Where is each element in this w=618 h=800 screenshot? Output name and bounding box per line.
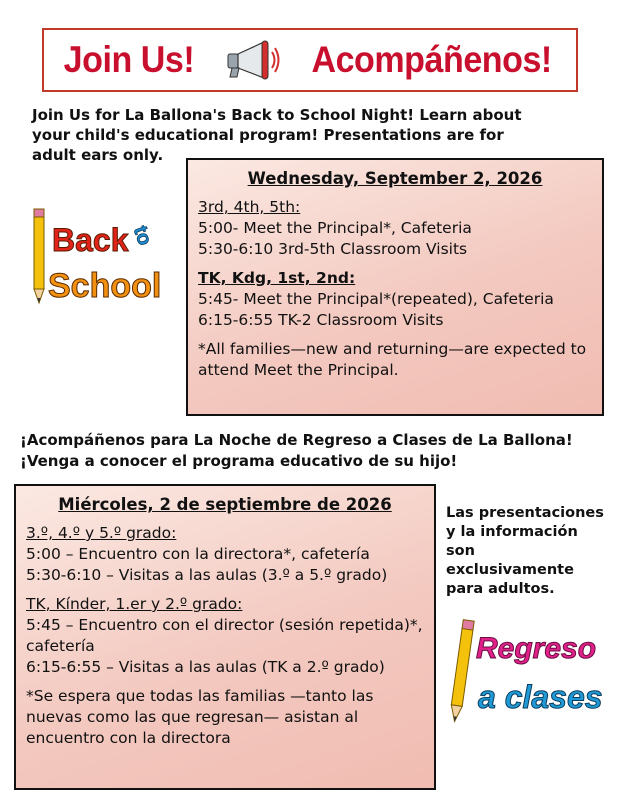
- adults-only-note-spanish: Las presentaciones y la información son exclusivamente para adultos.: [446, 505, 604, 597]
- regreso-a-clases-art: [448, 612, 608, 730]
- english-group2-line: 5:45- Meet the Principal*(repeated), Cafeteria: [198, 290, 554, 308]
- spanish-group2-line: 6:15-6:55 – Visitas a las aulas (TK a 2.º grado): [26, 658, 385, 676]
- spanish-group1-line: 5:00 – Encuentro con la directora*, cafetería: [26, 545, 370, 563]
- bts-word-back: Back: [52, 222, 129, 258]
- spanish-note: *Se espera que todas las familias —tanto las nuevas como las que regresan— asistan al encuentro con la directora: [26, 687, 374, 747]
- rac-word-regreso: Regreso: [476, 632, 597, 665]
- spanish-group1-line: 5:30-6:10 – Visitas a las aulas (3.º a 5.º grado): [26, 566, 388, 584]
- english-group1-line: 5:00- Meet the Principal*, Cafeteria: [198, 219, 472, 237]
- pencil-icon: [449, 620, 474, 723]
- rac-word-a-clases: a clases: [478, 679, 603, 715]
- spanish-group2-line: 5:45 – Encuentro con el director (sesión repetida)*, cafetería: [26, 616, 423, 655]
- header-banner: [42, 28, 578, 92]
- intro-spanish: [20, 430, 610, 472]
- spanish-group1-title: 3.º, 4.º y 5.º grado:: [26, 524, 177, 542]
- english-group2-line: 6:15-6:55 TK-2 Classroom Visits: [198, 311, 444, 329]
- english-group2-title: TK, Kdg, 1st, 2nd:: [198, 269, 356, 287]
- banner-acompanenos: Acompáñenos!: [311, 39, 552, 80]
- bts-word-school: School: [48, 267, 162, 305]
- spanish-schedule-box: [14, 484, 436, 790]
- spanish-group2-title: TK, Kínder, 1.er y 2.º grado:: [26, 595, 243, 613]
- english-date-heading: Wednesday, September 2, 2026: [247, 169, 543, 188]
- english-group1-line: 5:30-6:10 3rd-5th Classroom Visits: [198, 240, 468, 258]
- english-schedule-box: [186, 158, 604, 416]
- megaphone-icon: [220, 37, 280, 83]
- intro-spanish-line: ¡Acompáñenos para La Noche de Regreso a Clases de La Ballona!: [20, 431, 573, 449]
- intro-spanish-line: ¡Venga a conocer el programa educativo de su hijo!: [20, 452, 458, 470]
- bts-word-to: to: [128, 223, 156, 249]
- banner-join-us: Join Us!: [63, 39, 195, 80]
- english-group1-title: 3rd, 4th, 5th:: [198, 198, 301, 216]
- spanish-date-heading: Miércoles, 2 de septiembre de 2026: [58, 495, 392, 514]
- english-note: *All families—new and returning—are expected to attend Meet the Principal.: [198, 340, 587, 379]
- back-to-school-art: [22, 205, 180, 315]
- intro-english: Join Us for La Ballona's Back to School Night! Learn about your child's educational program! Presentations are for adult ears only.: [32, 106, 522, 164]
- pencil-icon: [34, 209, 44, 303]
